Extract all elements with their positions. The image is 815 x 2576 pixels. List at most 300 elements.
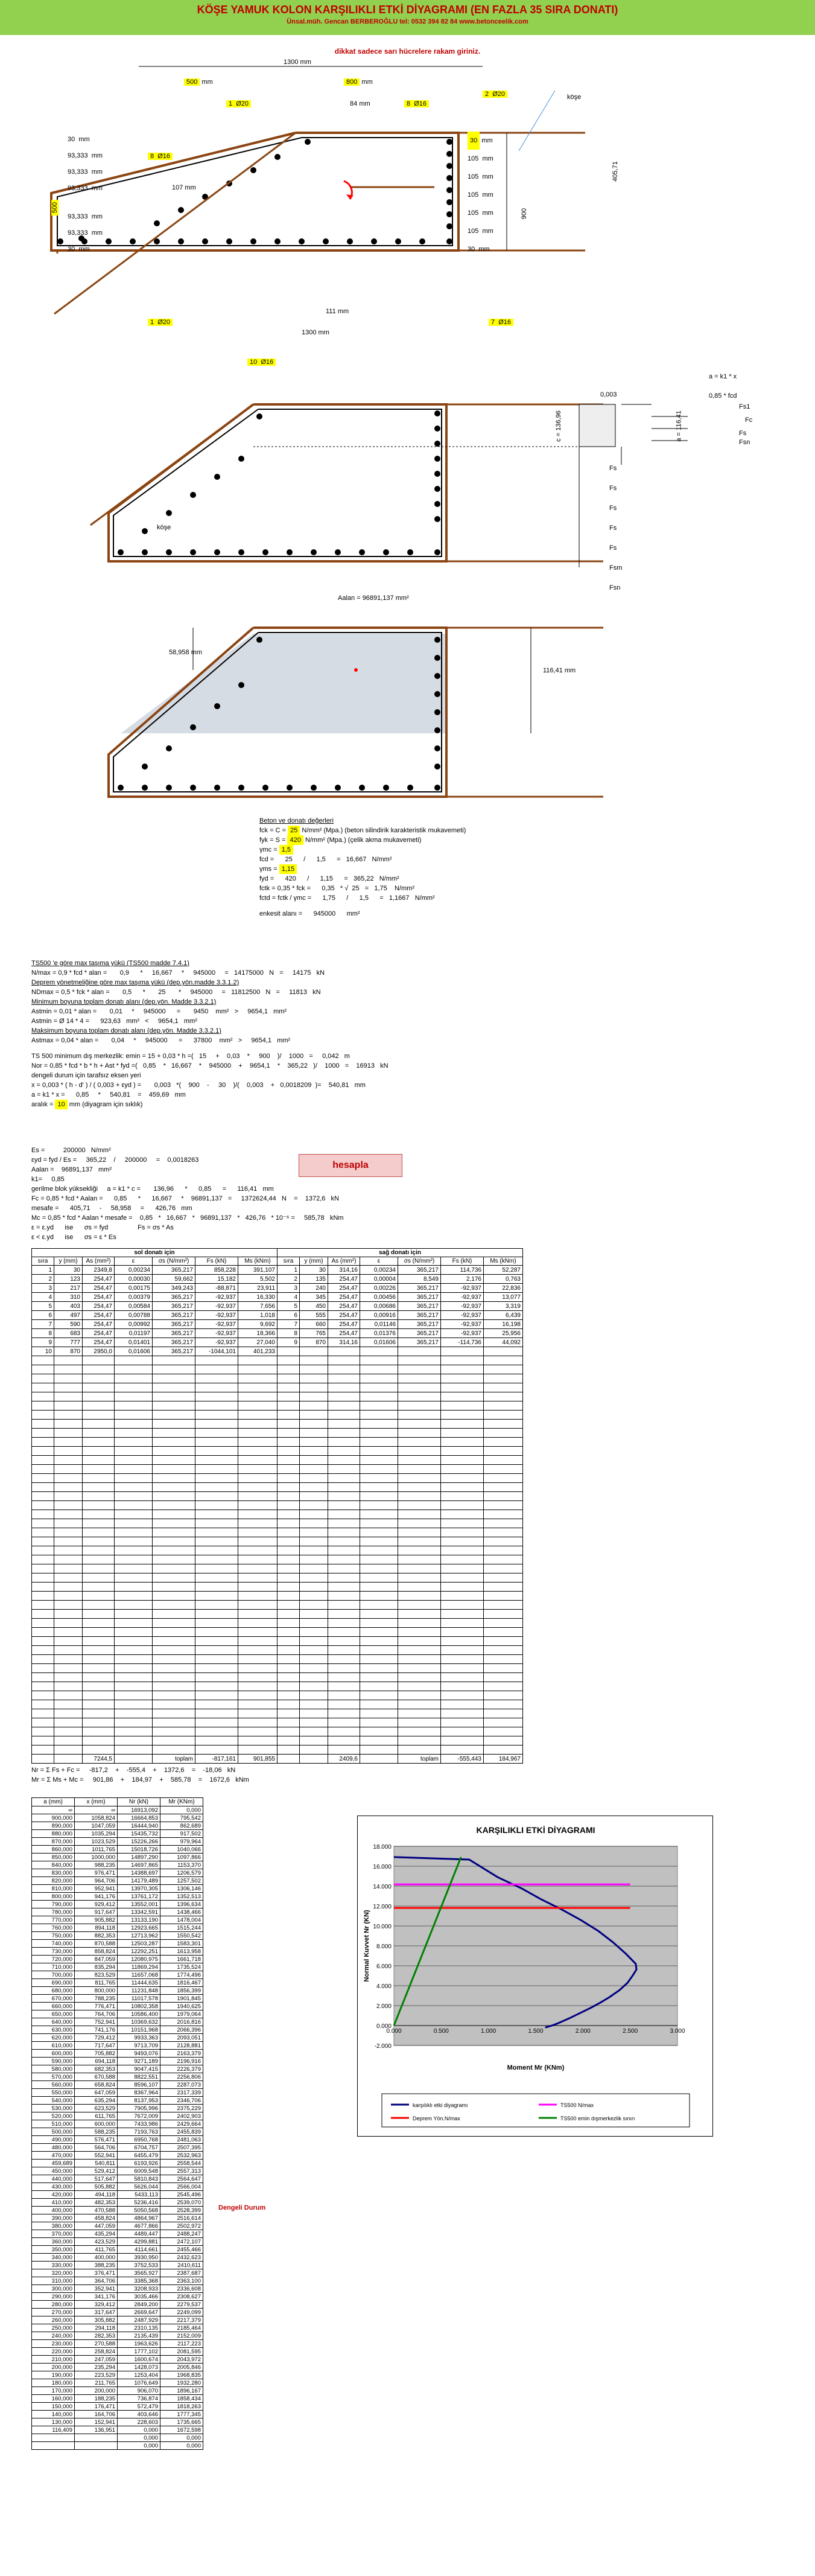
rebar-cell xyxy=(300,1483,328,1492)
curve-cell: 788,235 xyxy=(75,1995,118,2003)
rebar-cell xyxy=(277,1401,300,1411)
curve-cell: 1076,649 xyxy=(118,2379,160,2387)
rebar-cell xyxy=(398,1673,441,1682)
rebar-cell xyxy=(328,1347,360,1356)
rebar-total-cell xyxy=(32,1755,54,1764)
curve-cell: 835,294 xyxy=(75,1963,118,1971)
rebar-cell xyxy=(238,1383,277,1392)
rebar-cell xyxy=(360,1673,398,1682)
rebar-row xyxy=(32,1284,523,1293)
rebar-cell xyxy=(32,1401,54,1411)
rebar-cell xyxy=(195,1727,238,1736)
rebar-cell: 240 xyxy=(300,1284,328,1293)
rebar-cell: 2,176 xyxy=(441,1275,484,1284)
rebar-cell xyxy=(300,1619,328,1628)
rebar-cell xyxy=(115,1465,153,1474)
rebar-cell xyxy=(360,1392,398,1401)
rebar-cell xyxy=(83,1474,115,1483)
rebar-cell xyxy=(300,1392,328,1401)
rebar-col-header: Ms (kNm) xyxy=(238,1257,277,1266)
curve-cell: 235,294 xyxy=(75,2364,118,2371)
rebar-cell xyxy=(398,1429,441,1438)
curve-row xyxy=(32,2003,203,2010)
curve-cell: 200,000 xyxy=(75,2387,118,2395)
rebar-cell xyxy=(398,1573,441,1583)
rebar-cell: 365,217 xyxy=(153,1320,195,1329)
curve-cell: 776,471 xyxy=(75,2003,118,2010)
rebar-cell xyxy=(238,1528,277,1537)
rebar-cell xyxy=(238,1429,277,1438)
rebar-cell xyxy=(115,1456,153,1465)
curve-cell: 2564,647 xyxy=(160,2175,203,2183)
rebar-col-header: Fs (kN) xyxy=(195,1257,238,1266)
curve-cell: 1428,073 xyxy=(118,2364,160,2371)
y-axis-label: Normal Kuvvet Nr (KN) xyxy=(363,1910,370,1982)
rebar-cell: 403 xyxy=(54,1302,83,1311)
curve-row xyxy=(32,2089,203,2097)
rebar-cell: 2 xyxy=(277,1275,300,1284)
rebar-cell xyxy=(398,1411,441,1420)
rebar-cell: -92,937 xyxy=(441,1284,484,1293)
rebar-cell xyxy=(441,1709,484,1718)
curve-cell: 9271,189 xyxy=(118,2058,160,2065)
curve-row xyxy=(32,2034,203,2042)
curve-cell: 8596,107 xyxy=(118,2081,160,2089)
rebar-cell xyxy=(195,1682,238,1691)
rebar-cell: 365,217 xyxy=(398,1284,441,1293)
rebar-cell xyxy=(300,1646,328,1655)
curve-cell: 572,479 xyxy=(118,2403,160,2411)
rebar-cell: 0,00992 xyxy=(115,1320,153,1329)
curve-row xyxy=(32,2262,203,2269)
curve-cell: 564,706 xyxy=(75,2144,118,2152)
rebar-cell xyxy=(115,1573,153,1583)
curve-cell: 490,000 xyxy=(32,2136,75,2144)
rebar-cell xyxy=(484,1383,523,1392)
curve-cell: 820,000 xyxy=(32,1877,75,1885)
rebar-cell xyxy=(441,1456,484,1465)
curve-row xyxy=(32,2285,203,2293)
rebar-cell xyxy=(277,1736,300,1745)
rebar-cell xyxy=(153,1601,195,1610)
rebar-cell: 0,00226 xyxy=(360,1284,398,1293)
materials-block: Beton ve donatı değerleri fck = C = 25 N/mm² (Mpa.) (beton silindirik karakteristik mukavemeti) fyk = S = 420 N/mm² (Mpa.) (çelik akma mukavemeti) γmc = 1,5 fcd = 25 / 1,5 = 16,667 N/mm² γms = 1,15 fyd = 420 / 1,15 = 365,22 N/mm² fctk = 0,35 * fck = 0,35 * √ 25 = 1,75 N/mm² fctd = fctk / γmc = 1,75 / 1,5 = 1,1667 N/mm² enkesit alanı = 945000 mm² xyxy=(259,817,466,917)
curve-row xyxy=(32,2340,203,2348)
curve-cell: 2128,881 xyxy=(160,2042,203,2050)
curve-cell: 364,706 xyxy=(75,2277,118,2285)
rebar-cell xyxy=(115,1483,153,1492)
a-eq-label: a = k1 * x xyxy=(709,373,737,380)
rebar-cell xyxy=(484,1727,523,1736)
rebar-cell xyxy=(54,1709,83,1718)
rebar-cell xyxy=(277,1682,300,1691)
curve-cell: 2081,595 xyxy=(160,2348,203,2356)
rebar-row xyxy=(32,1501,523,1510)
curve-cell: 1097,866 xyxy=(160,1854,203,1861)
rebar-cell xyxy=(83,1555,115,1564)
rebar-cell xyxy=(398,1564,441,1573)
rebar-cell xyxy=(484,1736,523,1745)
rebar-cell: 660 xyxy=(300,1320,328,1329)
rebar-cell xyxy=(441,1736,484,1745)
rebar-cell xyxy=(195,1510,238,1519)
rebar-cell: 16,198 xyxy=(484,1320,523,1329)
curve-cell: 494,118 xyxy=(75,2191,118,2199)
rebar-cell xyxy=(277,1465,300,1474)
rebar-cell xyxy=(398,1537,441,1546)
rebar-cell xyxy=(300,1447,328,1456)
rebar-cell xyxy=(300,1510,328,1519)
rebar-cell xyxy=(153,1592,195,1601)
rebar-col-header: y (mm) xyxy=(300,1257,328,1266)
rebar-cell: 2950,0 xyxy=(83,1347,115,1356)
dengeli-label: Dengeli Durum xyxy=(218,2204,266,2211)
rebar-cell xyxy=(360,1519,398,1528)
rebar-cell xyxy=(238,1447,277,1456)
rebar-cell xyxy=(360,1592,398,1601)
section-outline xyxy=(51,133,458,250)
curve-cell: 890,000 xyxy=(32,1822,75,1830)
rebar-cell xyxy=(32,1510,54,1519)
rebar-cell xyxy=(484,1456,523,1465)
curve-cell: 690,000 xyxy=(32,1979,75,1987)
rebar-cell xyxy=(153,1691,195,1700)
rebar-cell xyxy=(238,1510,277,1519)
rebar-cell xyxy=(300,1356,328,1365)
rebar-cell xyxy=(153,1465,195,1474)
curve-cell: 710,000 xyxy=(32,1963,75,1971)
chart-frame xyxy=(357,1816,713,2137)
left-dims: 30 mm 93,333 mm 93,333 mm 93,333 mm 93,333 mm 93,333 mm 30 mm xyxy=(68,136,103,253)
curve-cell: 2669,647 xyxy=(118,2309,160,2316)
rebar-cell xyxy=(398,1592,441,1601)
curve-row xyxy=(32,1948,203,1956)
rebar-cell xyxy=(300,1365,328,1374)
rebar-cell: 254,47 xyxy=(328,1311,360,1320)
rebar-cell xyxy=(360,1573,398,1583)
rebar-cell xyxy=(300,1727,328,1736)
rebar-cell xyxy=(328,1718,360,1727)
curve-cell: 8137,953 xyxy=(118,2097,160,2105)
rebar-row xyxy=(32,1474,523,1483)
rebar-cell xyxy=(54,1401,83,1411)
rebar-cell xyxy=(54,1564,83,1573)
rebar-cell: 254,47 xyxy=(83,1275,115,1284)
rebar-cell xyxy=(153,1492,195,1501)
rebar-cell xyxy=(398,1727,441,1736)
curve-cell: 13552,001 xyxy=(118,1901,160,1908)
curve-row xyxy=(32,2348,203,2356)
rebar-cell xyxy=(484,1573,523,1583)
rebar-row xyxy=(32,1293,523,1302)
rebar-cell xyxy=(360,1745,398,1755)
rebar-cell xyxy=(32,1501,54,1510)
rebar-cell: 683 xyxy=(54,1329,83,1338)
curve-cell: 2066,396 xyxy=(160,2026,203,2034)
rebar-cell xyxy=(195,1601,238,1610)
rebar-col-header: σs (N/mm²) xyxy=(153,1257,195,1266)
rebar-row xyxy=(32,1628,523,1637)
rebar-cell xyxy=(360,1718,398,1727)
rebar-cell xyxy=(398,1601,441,1610)
curve-cell: 2487,929 xyxy=(118,2316,160,2324)
rebar-cell xyxy=(153,1519,195,1528)
curve-cell: 250,000 xyxy=(32,2324,75,2332)
curve-row xyxy=(32,2356,203,2364)
section-sketch-3 xyxy=(0,604,815,809)
rebar-cell xyxy=(195,1583,238,1592)
rebar-cell xyxy=(484,1745,523,1755)
rebar-cell xyxy=(360,1483,398,1492)
dim-left-3: 58,958 mm xyxy=(169,649,203,656)
rebar-cell xyxy=(328,1583,360,1592)
curve-cell: 700,000 xyxy=(32,1971,75,1979)
rebar-cell xyxy=(238,1465,277,1474)
rebar-cell xyxy=(153,1510,195,1519)
curve-cell: 630,000 xyxy=(32,2026,75,2034)
rebar-cell xyxy=(238,1592,277,1601)
rebar-row xyxy=(32,1655,523,1664)
curve-cell: 340,000 xyxy=(32,2254,75,2262)
curve-cell: 12080,975 xyxy=(118,1956,160,1963)
rebar-cell xyxy=(195,1546,238,1555)
rebar-cell xyxy=(300,1573,328,1583)
rebar-cell xyxy=(115,1474,153,1483)
rebar-cell xyxy=(83,1528,115,1537)
rebar-cell xyxy=(32,1411,54,1420)
rebar-cell xyxy=(441,1411,484,1420)
rebar-cell xyxy=(277,1619,300,1628)
rebar-cell: 450 xyxy=(300,1302,328,1311)
rebar-cell xyxy=(277,1365,300,1374)
curve-cell: 529,412 xyxy=(75,2167,118,2175)
rebar-cell xyxy=(32,1492,54,1501)
rebar-cell xyxy=(195,1420,238,1429)
rebar-cell xyxy=(238,1546,277,1555)
curve-cell: 14697,865 xyxy=(118,1861,160,1869)
rebar-cell xyxy=(83,1392,115,1401)
rebar-cell xyxy=(360,1691,398,1700)
rebar-cell xyxy=(153,1583,195,1592)
rebar-cell xyxy=(238,1564,277,1573)
curve-row xyxy=(32,1908,203,1916)
rebar-cell xyxy=(398,1691,441,1700)
curve-cell: 11657,068 xyxy=(118,1971,160,1979)
rebar-cell: 9 xyxy=(277,1338,300,1347)
curve-row xyxy=(32,2167,203,2175)
rebar-cell xyxy=(300,1420,328,1429)
rebar-cell xyxy=(300,1745,328,1755)
rebar-cell xyxy=(32,1374,54,1383)
x-tick-label: 0.500 xyxy=(433,2028,449,2035)
curve-cell: 560,000 xyxy=(32,2081,75,2089)
rebar-cell xyxy=(277,1718,300,1727)
curve-cell: 11444,635 xyxy=(118,1979,160,1987)
rebar-cell xyxy=(32,1745,54,1755)
curve-cell: 4489,447 xyxy=(118,2230,160,2238)
c-label: c = 136,96 xyxy=(554,410,562,442)
rebar-cell xyxy=(115,1365,153,1374)
y-tick-label: 14.000 xyxy=(373,1884,392,1890)
rebar-cell xyxy=(277,1447,300,1456)
curve-row xyxy=(32,2230,203,2238)
rebar-cell: 254,47 xyxy=(328,1284,360,1293)
curve-cell: 500,000 xyxy=(32,2128,75,2136)
rebar-cell xyxy=(115,1374,153,1383)
rebar-cell: 13,077 xyxy=(484,1293,523,1302)
rebar-cell: 0,01401 xyxy=(115,1338,153,1347)
rebar-cell xyxy=(54,1655,83,1664)
curve-cell: 16444,940 xyxy=(118,1822,160,1830)
bar-right-top: 2 Ø20 xyxy=(483,91,507,98)
rebar-cell xyxy=(398,1392,441,1401)
eps-top-label: 0,003 xyxy=(600,391,617,398)
curve-cell: 0,000 xyxy=(118,2442,160,2450)
rebar-cell xyxy=(360,1583,398,1592)
rebar-row xyxy=(32,1401,523,1411)
y-tick-label: 8.000 xyxy=(376,1943,392,1950)
rebar-cell xyxy=(328,1546,360,1555)
rebar-cell: -1044,101 xyxy=(195,1347,238,1356)
rebar-cell xyxy=(277,1456,300,1465)
rebar-cell xyxy=(300,1456,328,1465)
rebar-cell xyxy=(195,1691,238,1700)
x-tick-label: 2.500 xyxy=(623,2028,638,2035)
x-tick-label: 2.000 xyxy=(575,2028,591,2035)
rebar-cell: 4 xyxy=(277,1293,300,1302)
curve-row xyxy=(32,2199,203,2207)
rebar-cell xyxy=(300,1474,328,1483)
curve-cell: 680,000 xyxy=(32,1987,75,1995)
curve-cell: 5236,416 xyxy=(118,2199,160,2207)
rebar-row xyxy=(32,1492,523,1501)
rebar-row xyxy=(32,1555,523,1564)
curve-cell: 1583,301 xyxy=(160,1940,203,1948)
curve-cell: 15018,726 xyxy=(118,1846,160,1854)
rebar-cell xyxy=(32,1727,54,1736)
rebar-cell xyxy=(277,1510,300,1519)
curve-cell: 370,000 xyxy=(32,2230,75,2238)
curve-cell: 830,000 xyxy=(32,1869,75,1877)
curve-cell: 420,000 xyxy=(32,2191,75,2199)
rebar-cell xyxy=(32,1619,54,1628)
rebar-total-cell xyxy=(115,1755,153,1764)
rebar-row xyxy=(32,1347,523,1356)
rebar-cell xyxy=(360,1628,398,1637)
curve-cell: 1306,146 xyxy=(160,1885,203,1893)
rebar-cell xyxy=(238,1501,277,1510)
rebar-cell xyxy=(300,1610,328,1619)
curve-cell: 2481,063 xyxy=(160,2136,203,2144)
rebar-cell: 765 xyxy=(300,1329,328,1338)
rebar-cell xyxy=(32,1610,54,1619)
rebar-cell xyxy=(441,1592,484,1601)
curve-cell: 1896,167 xyxy=(160,2387,203,2395)
rebar-cell xyxy=(277,1564,300,1573)
x-axis-label: Moment Mr (KNm) xyxy=(507,2064,565,2071)
rebar-cell xyxy=(328,1492,360,1501)
rebar-cell xyxy=(300,1537,328,1546)
rebar-cell xyxy=(360,1492,398,1501)
curve-cell: 588,235 xyxy=(75,2128,118,2136)
rebar-col-header: σs (N/mm²) xyxy=(398,1257,441,1266)
curve-cell: 13342,591 xyxy=(118,1908,160,1916)
rebar-cell xyxy=(441,1474,484,1483)
rebar-table xyxy=(31,1248,523,1764)
rebar-cell: 254,47 xyxy=(328,1293,360,1302)
curve-row xyxy=(32,2207,203,2214)
curve-cell: 811,765 xyxy=(75,1979,118,1987)
fs-side-labels: Fs Fs Fs Fs Fs Fsm Fsn xyxy=(609,465,623,591)
curve-cell: 7672,009 xyxy=(118,2112,160,2120)
rebar-cell xyxy=(300,1347,328,1356)
rebar-total-cell xyxy=(300,1755,328,1764)
rebar-cell xyxy=(277,1347,300,1356)
rebar-cell: 9 xyxy=(32,1338,54,1347)
rebar-cell xyxy=(360,1736,398,1745)
fcd-label: 0,85 * fcd xyxy=(709,392,737,400)
curve-cell: 750,000 xyxy=(32,1932,75,1940)
rebar-cell xyxy=(54,1646,83,1655)
rebar-cell: 0,00234 xyxy=(360,1266,398,1275)
rebar-row xyxy=(32,1583,523,1592)
x-tick-label: 3.000 xyxy=(670,2028,685,2035)
curve-cell: 5810,843 xyxy=(118,2175,160,2183)
curve-cell: 988,235 xyxy=(75,1861,118,1869)
rebar-cell xyxy=(398,1664,441,1673)
curve-cell: 320,000 xyxy=(32,2269,75,2277)
rebar-cell: -92,937 xyxy=(441,1320,484,1329)
a-label: a = 116,41 xyxy=(675,410,683,442)
rebar-cell xyxy=(398,1655,441,1664)
rebar-cell xyxy=(360,1474,398,1483)
rebar-cell xyxy=(441,1727,484,1736)
rebar-cell xyxy=(32,1736,54,1745)
rebar-cell xyxy=(238,1583,277,1592)
rebar-cell: 0,763 xyxy=(484,1275,523,1284)
curve-cell: 150,000 xyxy=(32,2403,75,2411)
bar-bottom-center: 10 Ø16 xyxy=(247,359,276,366)
rebar-cell xyxy=(54,1637,83,1646)
curve-cell: 1613,958 xyxy=(160,1948,203,1956)
hesapla-button[interactable]: hesapla xyxy=(299,1154,402,1177)
rebar-cell xyxy=(153,1700,195,1709)
rebar-cell xyxy=(54,1501,83,1510)
curve-cell: 12503,287 xyxy=(118,1940,160,1948)
curve-row xyxy=(32,2018,203,2026)
curve-cell: 795,542 xyxy=(160,1814,203,1822)
curve-cell: 164,706 xyxy=(75,2411,118,2418)
rebar-cell xyxy=(300,1492,328,1501)
curve-cell: 270,588 xyxy=(75,2340,118,2348)
rebar-cell xyxy=(32,1592,54,1601)
rebar-cell xyxy=(115,1727,153,1736)
rebar-cell xyxy=(238,1420,277,1429)
dim-right-3: 116,41 mm xyxy=(543,667,576,674)
rebar-cell xyxy=(195,1519,238,1528)
rebar-cell xyxy=(484,1537,523,1546)
rebar-cell xyxy=(277,1555,300,1564)
rebar-cell: -88,871 xyxy=(195,1284,238,1293)
rebar-total-cell: 184,967 xyxy=(484,1755,523,1764)
curve-cell: 15435,732 xyxy=(118,1830,160,1838)
rebar-cell xyxy=(360,1383,398,1392)
rebar-cell xyxy=(484,1655,523,1664)
curve-cell xyxy=(32,2434,75,2442)
curve-cell: 12713,962 xyxy=(118,1932,160,1940)
rebar-cell xyxy=(328,1356,360,1365)
rebar-cell: 0,00916 xyxy=(360,1311,398,1320)
